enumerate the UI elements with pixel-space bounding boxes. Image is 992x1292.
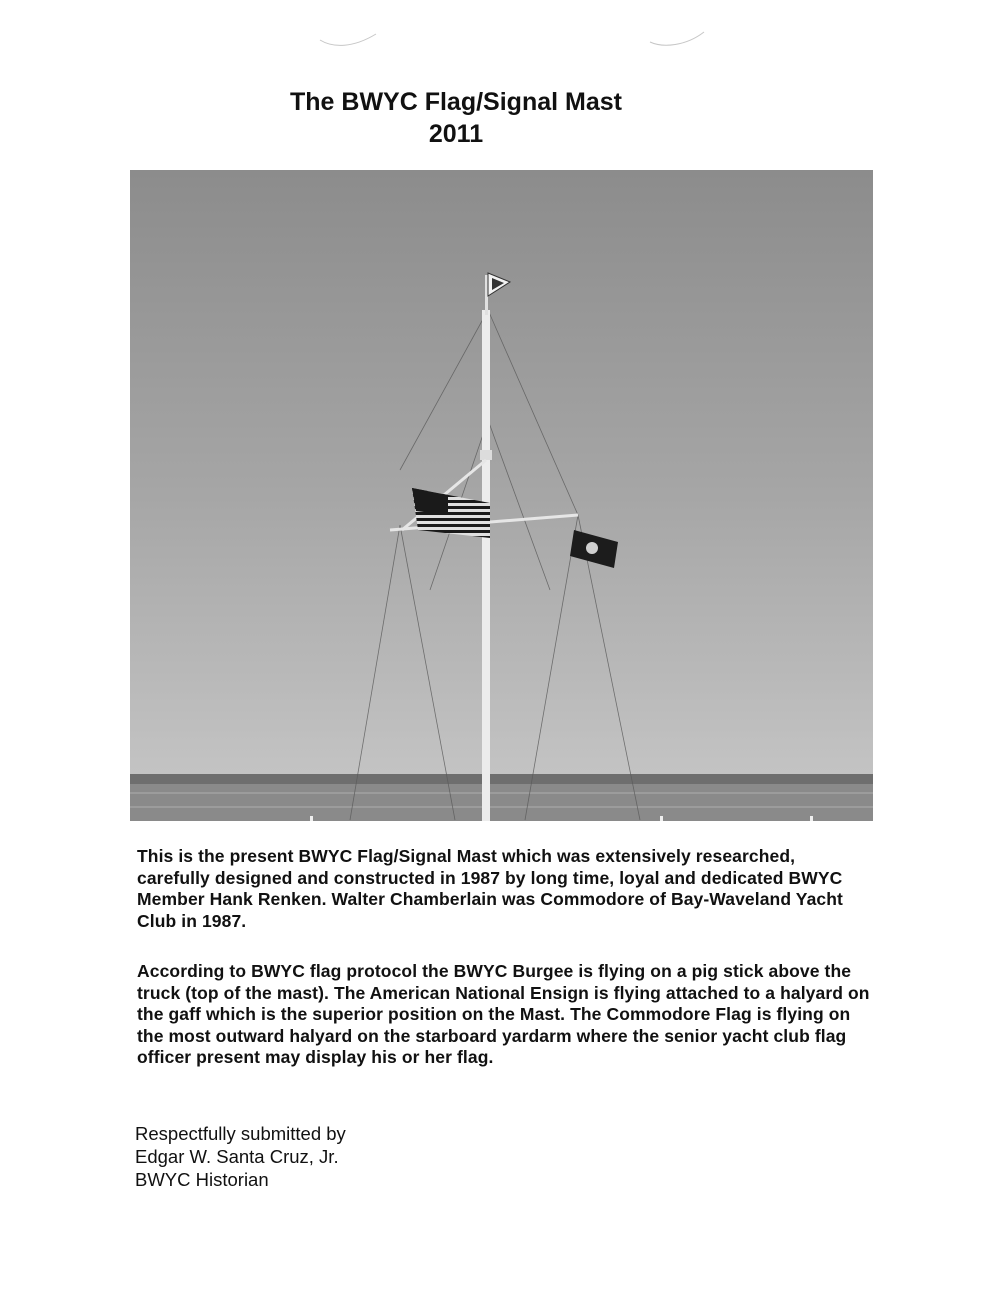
signature-author: Edgar W. Santa Cruz, Jr. bbox=[135, 1146, 339, 1167]
mast bbox=[482, 310, 490, 821]
signature-title: BWYC Historian bbox=[135, 1169, 269, 1190]
scan-artifact-mark bbox=[318, 30, 378, 48]
signature-intro: Respectfully submitted by bbox=[135, 1123, 346, 1144]
flag-mast-photo bbox=[130, 170, 873, 821]
title-year: 2011 bbox=[428, 120, 484, 148]
sky bbox=[130, 170, 873, 821]
paragraph-mast-history: This is the present BWYC Flag/Signal Mast which was extensively researched, carefully designed and constructed in 1987 by long time, loyal and dedicated BWYC Member Hank Renken. Walter Chamberlain was Commodore of Bay-Waveland Yacht Club in 1987. bbox=[137, 846, 843, 931]
water bbox=[130, 784, 873, 821]
paragraph-flag-protocol: According to BWYC flag protocol the BWYC Burgee is flying on a pig stick above the truck (top of the mast). The American National Ensign is flying attached to a halyard on the gaff which is the superior position on the Mast. The Commodore Flag is flying on the most outward halyard on the starboard yardarm where the senior yacht club flag officer present may display his or her flag. bbox=[137, 961, 870, 1067]
scan-artifact-mark bbox=[648, 30, 706, 48]
title-line-1: The BWYC Flag/Signal Mast bbox=[290, 88, 622, 116]
shoreline bbox=[130, 774, 873, 784]
document-title bbox=[0, 86, 912, 150]
signature-block bbox=[135, 1122, 535, 1191]
